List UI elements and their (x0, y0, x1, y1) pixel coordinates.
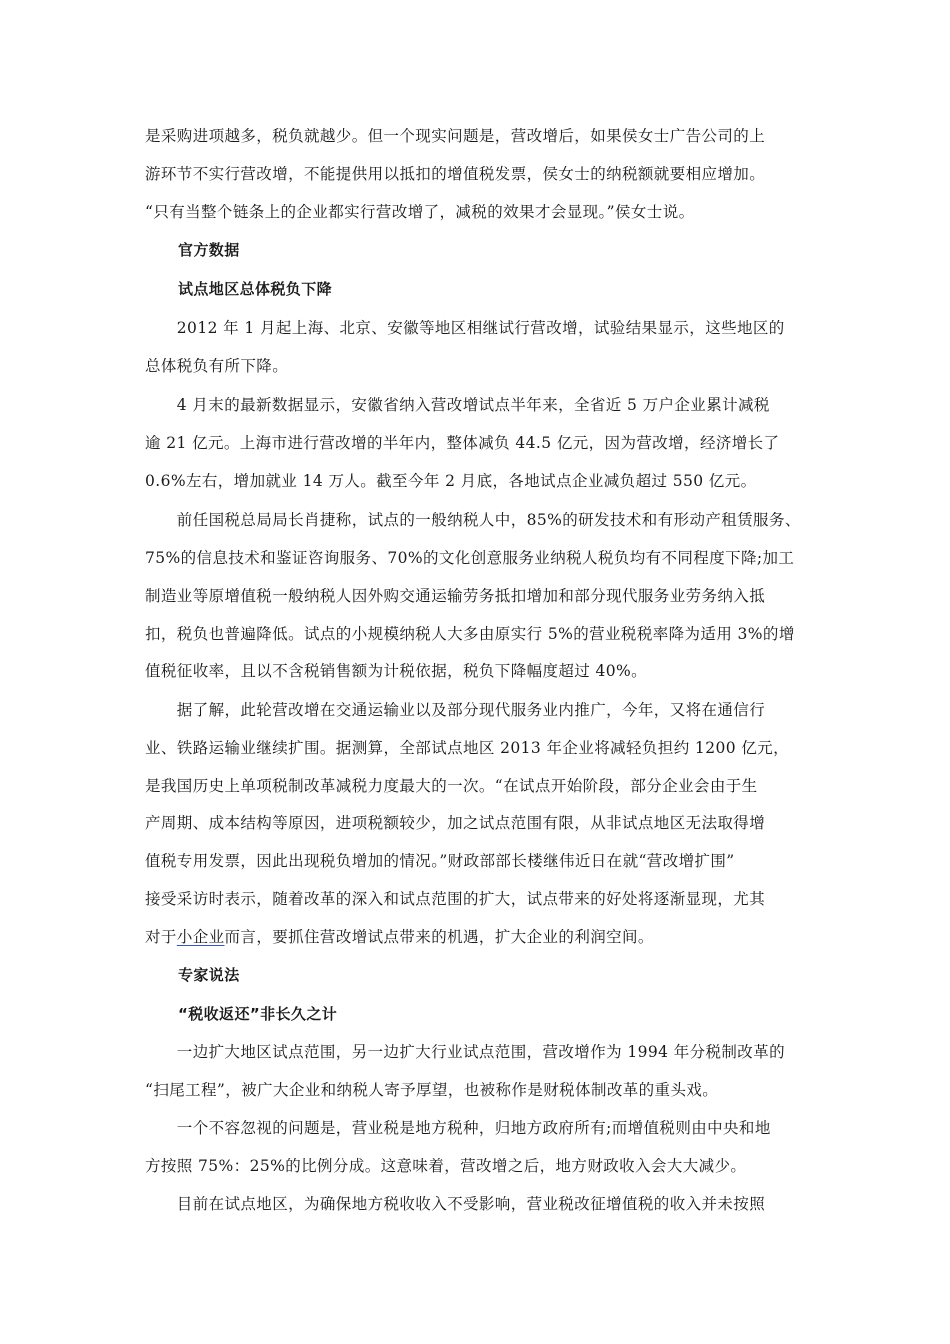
text-line: 是采购进项越多，税负就越少。但一个现实问题是，营改增后，如果侯女士广告公司的上 (145, 127, 766, 145)
text-line: 值税专用发票，因此出现税负增加的情况。”财政部部长楼继伟近日在就“营改增扩围” (145, 852, 735, 870)
text-line: 一个不容忽视的问题是，营业税是地方税种，归地方政府所有;而增值税则由中央和地 (145, 1119, 771, 1137)
text-line: 业、铁路运输业继续扩围。据测算，全部试点地区 2013 年企业将减轻负担约 1200 亿元， (145, 739, 790, 757)
text-line: 游环节不实行营改增，不能提供用以抵扣的增值税发票，侯女士的纳税额就要相应增加。 (145, 165, 766, 183)
text-line: 据了解，此轮营改增在交通运输业以及部分现代服务业内推广，今年，又将在通信行 (145, 701, 766, 719)
section-heading-official-data: 官方数据 (178, 241, 240, 259)
text-line: 值税征收率，且以不含税销售额为计税依据，税负下降幅度超过 40%。 (145, 662, 648, 680)
text-line: 逾 21 亿元。上海市进行营改增的半年内，整体减负 44.5 亿元，因为营改增，经济增长了 (145, 434, 780, 452)
text-line: 扣，税负也普遍降低。试点的小规模纳税人大多由原实行 5%的营业税税率降为适用 3%的增 (145, 625, 795, 643)
text-line: “只有当整个链条上的企业都实行营改增了，减税的效果才会显现。”侯女士说。 (145, 203, 695, 221)
section-subheading-tax-rebate: “税收返还”非长久之计 (178, 1005, 338, 1023)
text-line: 目前在试点地区，为确保地方税收收入不受影响，营业税改征增值税的收入并未按照 (145, 1195, 766, 1213)
text-fragment: 对于 (145, 928, 177, 946)
text-line: 一边扩大地区试点范围，另一边扩大行业试点范围，营改增作为 1994 年分税制改革的 (145, 1043, 786, 1061)
text-line: 产周期、成本结构等原因，进项税额较少，加之试点范围有限，从非试点地区无法取得增 (145, 814, 766, 832)
text-line: “扫尾工程”，被广大企业和纳税人寄予厚望，也被称作是财税体制改革的重头戏。 (145, 1081, 719, 1099)
text-line: 2012 年 1 月起上海、北京、安徽等地区相继试行营改增，试验结果显示，这些地区的 (145, 319, 785, 337)
text-line: 0.6%左右，增加就业 14 万人。截至今年 2 月底，各地试点企业减负超过 550 亿元。 (145, 472, 757, 490)
text-line: 4 月末的最新数据显示，安徽省纳入营改增试点半年来，全省近 5 万户企业累计减税 (145, 396, 770, 414)
section-heading-expert-views: 专家说法 (178, 966, 240, 984)
text-line: 75%的信息技术和鉴证咨询服务、70%的文化创意服务业纳税人税负均有不同程度下降;加工 (145, 549, 795, 567)
text-line: 方按照 75%：25%的比例分成。这意味着，营改增之后，地方财政收入会大大减少。 (145, 1157, 747, 1175)
text-line: 是我国历史上单项税制改革减税力度最大的一次。“在试点开始阶段，部分企业会由于生 (145, 777, 758, 795)
text-line: 总体税负有所下降。 (145, 357, 289, 375)
text-line: 制造业等原增值税一般纳税人因外购交通运输劳务抵扣增加和部分现代服务业劳务纳入抵 (145, 587, 766, 605)
small-business-link[interactable]: 小企业 (176, 928, 225, 946)
text-line-with-link (145, 925, 654, 949)
text-fragment: 而言，要抓住营改增试点带来的机遇，扩大企业的利润空间。 (224, 928, 654, 946)
section-subheading-tax-decline: 试点地区总体税负下降 (178, 280, 333, 298)
text-line: 前任国税总局局长肖捷称，试点的一般纳税人中，85%的研发技术和有形动产租赁服务、 (145, 511, 801, 529)
text-line: 接受采访时表示，随着改革的深入和试点范围的扩大，试点带来的好处将逐渐显现，尤其 (145, 890, 766, 908)
